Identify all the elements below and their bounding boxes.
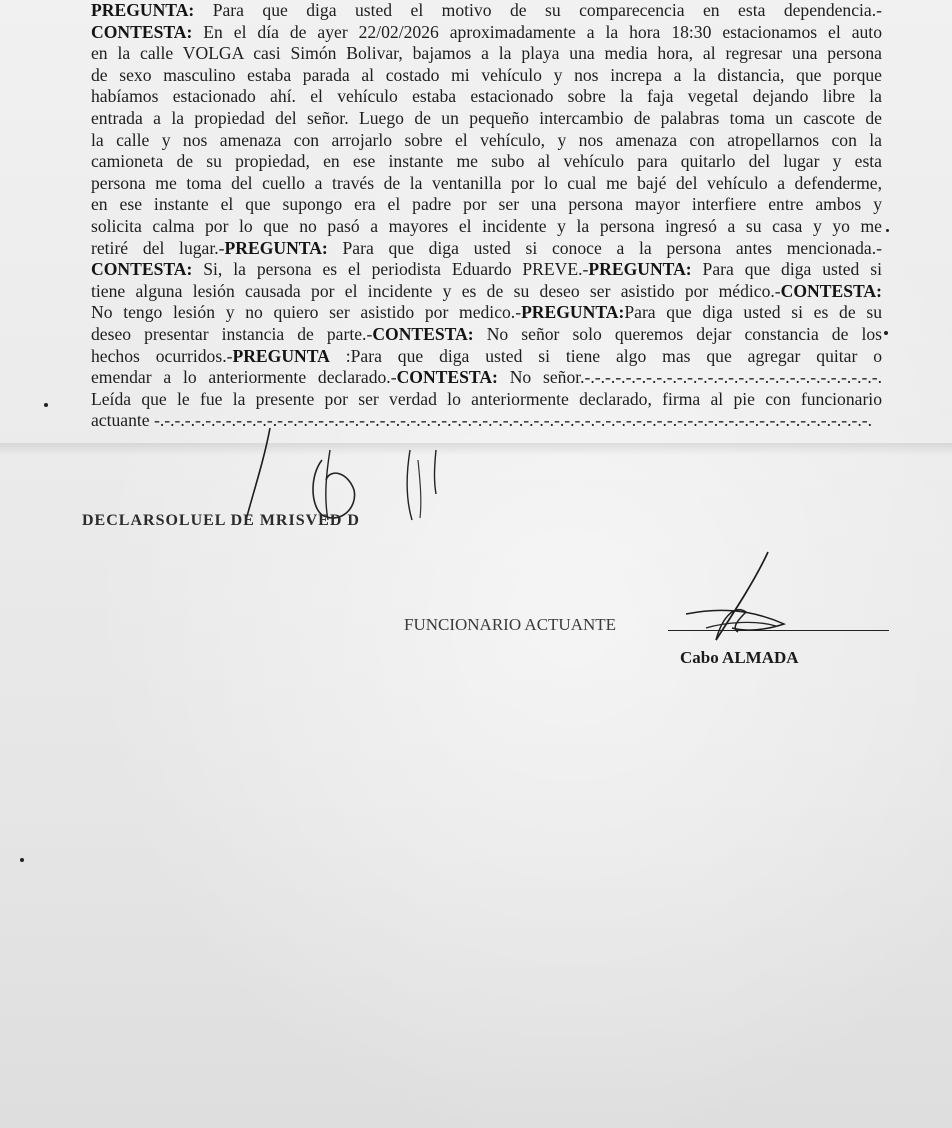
statement-keyword: CONTESTA:: [91, 21, 193, 42]
statement-segment: No tengo lesión y no quiero ser asistido por medico.-: [91, 302, 522, 323]
punch-mark: [886, 229, 889, 232]
statement-line: [91, 151, 882, 173]
statement-keyword: PREGUNTA:: [224, 237, 328, 258]
statement-line: [91, 0, 882, 22]
statement-line: [91, 281, 882, 303]
paper-fold: [0, 443, 952, 455]
statement-segment: persona me toma del cuello a través de la ventanilla por lo cual me bajé del vehículo a defenderme,: [91, 172, 882, 193]
statement-line: [91, 22, 882, 44]
statement-segment: solicita calma por lo que no pasó a mayores el incidente y la persona ingresó a su casa y yo me: [91, 215, 882, 236]
officer-signature: [676, 548, 806, 648]
statement-segment: Para que diga usted si conoce a la persona antes mencionada.-: [327, 237, 882, 258]
statement-segment: :Para que diga usted si tiene algo mas que agregar quitar o: [329, 345, 882, 366]
statement-segment: Para que diga usted si: [691, 259, 882, 280]
statement-segment: actuante -.-.-.-.-.-.-.-.-.-.-.-.-.-.-.-.-.-.-.-.-.-.-.-.-.-.-.-.-.-.-.-.-.-.-.-.-.-.-.-.-.-.-.-.-.-.-.-.-.-.-.-.-.-.-.-.-.-.-.-.-.-.-.-.-.-.-.-.-.-.: [91, 410, 873, 431]
statement-segment: habíamos estacionado ahí. el vehículo estaba estacionado sobre la faja vegetal dejando libre la: [91, 86, 882, 107]
declarant-label: DECLARSOLUEL DE MRISVED D: [82, 512, 360, 529]
statement-segment: de sexo masculino estaba parada al costado mi vehículo y nos increpa a la distancia, que porque: [91, 64, 882, 85]
statement-keyword: PREGUNTA:: [521, 302, 625, 323]
statement-segment: retiré del lugar.-: [91, 237, 225, 258]
statement-segment: deseo presentar instancia de parte.-: [91, 323, 373, 344]
officer-label: FUNCIONARIO ACTUANTE: [404, 615, 617, 634]
statement-segment: Leída que le fue la presente por ser verdad lo anteriormente declarado, firma al pie con funcionario: [91, 388, 882, 409]
statement-line: [91, 173, 882, 195]
statement-text: [91, 0, 882, 432]
statement-segment: En el día de ayer 22/02/2026 aproximadamente a la hora 18:30 estacionamos el auto: [192, 21, 882, 42]
statement-keyword: CONTESTA:: [780, 280, 882, 301]
statement-segment: Para que diga usted el motivo de su comparecencia en esta dependencia.-: [194, 0, 882, 20]
statement-line: [91, 86, 882, 108]
statement-line: [91, 130, 882, 152]
statement-segment: emendar a lo anteriormente declarado.-: [91, 367, 397, 388]
statement-line: [91, 194, 882, 216]
statement-line: [91, 259, 882, 281]
statement-segment: Si, la persona es el periodista Eduardo PREVE.-: [192, 259, 589, 280]
statement-keyword: CONTESTA:: [372, 323, 474, 344]
officer-name: Cabo ALMADA: [680, 648, 799, 667]
statement-line: [91, 65, 882, 87]
statement-line: [91, 324, 882, 346]
punch-mark: [20, 858, 24, 862]
statement-keyword: PREGUNTA:: [91, 0, 195, 20]
statement-keyword: PREGUNTA: [232, 345, 330, 366]
statement-line: [91, 302, 882, 324]
statement-segment: camioneta de su propiedad, en ese instante me subo al vehículo para quitarlo del lugar y esta: [91, 151, 882, 172]
statement-segment: No señor.-.-.-.-.-.-.-.-.-.-.-.-.-.-.-.-.-.-.-.-.-.-.-.-.-.-.-.-.-.: [497, 367, 882, 388]
statement-keyword: CONTESTA:: [396, 367, 498, 388]
statement-line: [91, 367, 882, 389]
statement-segment: No señor solo queremos dejar constancia de los: [473, 323, 882, 344]
punch-mark: [44, 403, 48, 407]
statement-segment: la calle y nos amenaza con arrojarlo sobre el vehículo, y nos amenaza con atropellarnos con la: [91, 129, 882, 150]
statement-segment: en ese instante el que supongo era el padre por ser una persona mayor interfiere entre ambos y: [91, 194, 882, 215]
statement-line: [91, 238, 882, 260]
statement-segment: entrada a la propiedad del señor. Luego de un pequeño intercambio de palabras toma un cascote de: [91, 107, 882, 128]
statement-segment: tiene alguna lesión causada por el incidente y es de su deseo ser asistido por médico.-: [91, 280, 781, 301]
statement-line: [91, 389, 882, 411]
punch-mark: [884, 331, 888, 335]
statement-line: [91, 43, 882, 65]
officer-signature-line: [668, 630, 889, 631]
statement-segment: Para que diga usted si es de su: [624, 302, 882, 323]
statement-line: [91, 108, 882, 130]
statement-segment: hechos ocurridos.-: [91, 345, 233, 366]
statement-line: [91, 216, 882, 238]
statement-keyword: CONTESTA:: [91, 259, 193, 280]
statement-keyword: PREGUNTA:: [588, 259, 692, 280]
statement-line: [91, 346, 882, 368]
statement-segment: en la calle VOLGA casi Simón Bolivar, bajamos a la playa una media hora, al regresar una persona: [91, 43, 882, 64]
statement-line: [91, 410, 882, 432]
